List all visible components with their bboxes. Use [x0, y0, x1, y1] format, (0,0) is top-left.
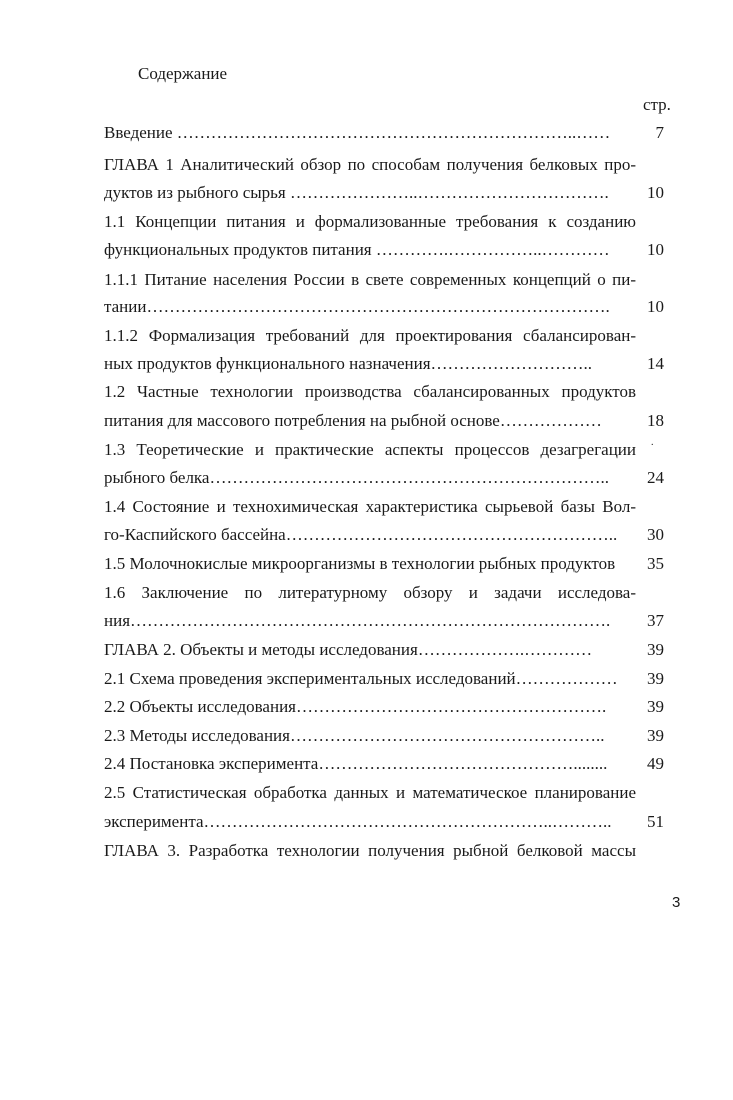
toc-entry-line: 1.1.1 Питание населения России в свете современных концепций о пи- [104, 270, 636, 289]
toc-entry-line: тании………………………………………………………………………. [104, 297, 610, 316]
toc-entry-line: 2.3 Методы исследования……………………………………………….. [104, 726, 605, 745]
page-number: 3 [672, 894, 681, 911]
toc-entry-line: 1.1.2 Формализация требований для проектирования сбалансирован- [104, 326, 636, 345]
toc-entry-line: эксперимента……………………………………………………..……….. [104, 812, 612, 831]
toc-entry-page: 35 [647, 554, 664, 573]
toc-entry-page: 24 [647, 468, 664, 487]
toc-entry-page: 39 [647, 640, 664, 659]
toc-entry-line: функциональных продуктов питания ………….……………..………… [104, 240, 610, 259]
toc-entry-line: го-Каспийского бассейна………………………………………………….. [104, 525, 618, 544]
toc-entry-page: 39 [647, 697, 664, 716]
toc-entry-line: 1.2 Частные технологии производства сбалансированных продуктов [104, 382, 636, 401]
toc-heading: Содержание [138, 64, 228, 83]
toc-entry-line: ГЛАВА 1 Аналитический обзор по способам получения белковых про- [104, 155, 636, 174]
toc-entry-line: 1.4 Состояние и технохимическая характеристика сырьевой базы Вол- [104, 497, 636, 516]
stray-mark: . [651, 437, 654, 448]
page-column-label: стр. [643, 95, 671, 114]
toc-entry-line: 2.4 Постановка эксперимента………………………………………........ [104, 754, 608, 773]
toc-entry-line: 1.6 Заключение по литературному обзору и задачи исследова- [104, 583, 636, 602]
toc-entry-line: ных продуктов функционального назначения……………………….. [104, 354, 593, 373]
toc-entry-line: ГЛАВА 3. Разработка технологии получения рыбной белковой массы [104, 841, 636, 860]
toc-entry-line: рыбного белка…………………………………………………………….. [104, 468, 609, 487]
toc-entry-page: 14 [647, 354, 664, 373]
toc-entry-page: 30 [647, 525, 664, 544]
toc-entry-page: 18 [647, 411, 664, 430]
toc-entry-line: 1.1 Концепции питания и формализованные требования к созданию [104, 212, 636, 231]
toc-entry-page: 10 [647, 297, 664, 316]
toc-entry-line: Введение ……………………………………………………………..…… [104, 123, 611, 142]
toc-entry-line: 2.1 Схема проведения экспериментальных исследований……………… [104, 669, 618, 688]
toc-entry-page: 51 [647, 812, 664, 831]
toc-entry-line: 1.3 Теоретические и практические аспекты процессов дезагрегации [104, 440, 636, 459]
toc-entry-page: 49 [647, 754, 664, 773]
toc-entry-page: 37 [647, 611, 664, 630]
toc-entry-page: 39 [647, 669, 664, 688]
toc-entry-line: 1.5 Молочнокислые микроорганизмы в технологии рыбных продуктов [104, 554, 616, 573]
toc-entry-line: питания для массового потребления на рыбной основе……………… [104, 411, 602, 430]
toc-entry-page: 10 [647, 183, 664, 202]
toc-entry-line: 2.5 Статистическая обработка данных и математическое планирование [104, 783, 636, 802]
toc-entry-line: 2.2 Объекты исследования………………………………………………. [104, 697, 607, 716]
toc-entry-page: 39 [647, 726, 664, 745]
toc-entry-line: ГЛАВА 2. Объекты и методы исследования……………….………… [104, 640, 593, 659]
toc-entry-page: 10 [647, 240, 664, 259]
toc-entry-line: дуктов из рыбного сырья …………………..……………………………. [104, 183, 609, 202]
toc-entry-page: 7 [655, 123, 664, 142]
toc-entry-line: ния…………………………………………………………………………. [104, 611, 611, 630]
